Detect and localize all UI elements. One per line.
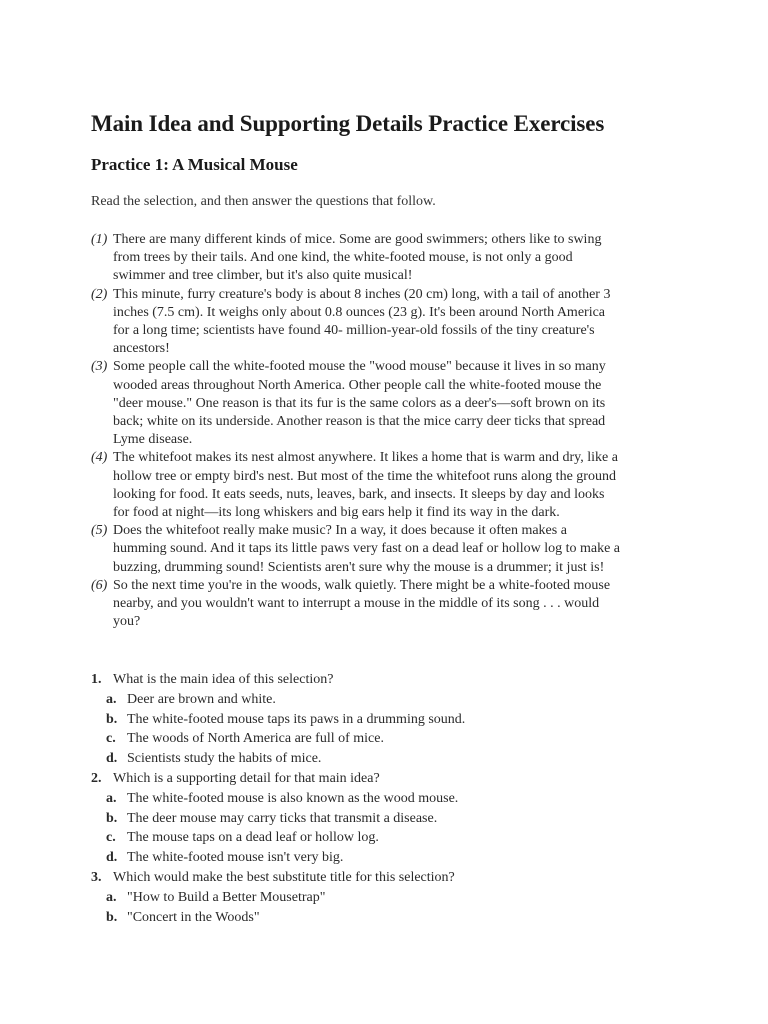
choice-text: The deer mouse may carry ticks that transmit a disease.	[127, 810, 438, 826]
answer-choice	[91, 828, 621, 848]
choice-text: "How to Build a Better Mousetrap"	[127, 889, 326, 905]
paragraph-text: There are many different kinds of mice. Some are good swimmers; others like to swing from trees by their tails. And one kind, the white-footed mouse, is not only a good swimmer and tree climber, but it's also quite musical!	[113, 232, 602, 284]
question-list	[91, 670, 621, 927]
choice-letter: c.	[106, 830, 116, 846]
choice-letter: a.	[106, 691, 117, 707]
choice-text: "Concert in the Woods"	[127, 909, 260, 925]
question-text: Which is a supporting detail for that main idea?	[113, 770, 380, 786]
choice-letter: d.	[106, 751, 118, 767]
choice-letter: b.	[106, 711, 118, 727]
question-number: 3.	[91, 869, 102, 885]
paragraph-number: (2)	[91, 286, 108, 302]
question-number: 2.	[91, 770, 102, 786]
question-row	[91, 670, 621, 690]
answer-choices	[91, 690, 621, 769]
paragraph-text: The whitefoot makes its nest almost anywhere. It likes a home that is warm and dry, like a hollow tree or empty bird's nest. But most of the time the whitefoot runs along the ground looking for food. It eats seeds, nuts, leaves, bark, and insects. It sleeps by day and looks for food at night—its long whiskers and big ears help it find its way in the dark.	[113, 450, 618, 521]
paragraph-number: (5)	[91, 523, 108, 539]
answer-choices	[91, 789, 621, 868]
paragraph-number: (4)	[91, 450, 108, 466]
answer-choice	[91, 809, 621, 829]
choice-text: Scientists study the habits of mice.	[127, 751, 322, 767]
answer-choice	[91, 749, 621, 769]
choice-text: The mouse taps on a dead leaf or hollow log.	[127, 830, 379, 846]
choice-letter: d.	[106, 850, 118, 866]
paragraph	[91, 449, 621, 522]
answer-choice	[91, 888, 621, 908]
choice-letter: b.	[106, 810, 118, 826]
question-item	[91, 769, 621, 868]
choice-letter: a.	[106, 790, 117, 806]
instructions-text: Read the selection, and then answer the questions that follow.	[91, 194, 436, 209]
question-row	[91, 769, 621, 789]
paragraph	[91, 577, 621, 632]
question-item	[91, 868, 621, 927]
choice-letter: b.	[106, 909, 118, 925]
paragraph	[91, 522, 621, 577]
paragraph-number: (6)	[91, 577, 108, 593]
choice-letter: c.	[106, 731, 116, 747]
paragraph-text: So the next time you're in the woods, walk quietly. There might be a white-footed mouse nearby, and you wouldn't want to interrupt a mouse in the middle of its song . . . would you?	[113, 577, 611, 630]
answer-choice	[91, 729, 621, 749]
paragraph-text: This minute, furry creature's body is about 8 inches (20 cm) long, with a tail of another 3 inches (7.5 cm). It weighs only about 0.8 ounces (23 g). It's been around North America for a long time; scientists have found 40- million-year-old fossils of the tiny creature's ancestors!	[113, 286, 611, 357]
answer-choice	[91, 848, 621, 868]
practice-subtitle: Practice 1: A Musical Mouse	[91, 155, 298, 174]
choice-letter: a.	[106, 889, 117, 905]
choice-text: The white-footed mouse is also known as the wood mouse.	[127, 790, 459, 806]
question-row	[91, 868, 621, 888]
choice-text: Deer are brown and white.	[127, 691, 276, 707]
question-number: 1.	[91, 672, 102, 687]
paragraph-number: (1)	[91, 232, 108, 247]
question-text: Which would make the best substitute title for this selection?	[113, 869, 455, 885]
answer-choices	[91, 888, 621, 928]
document-title: Main Idea and Supporting Details Practice Exercises	[91, 111, 605, 136]
paragraph	[91, 231, 621, 286]
selection-paragraphs	[91, 231, 621, 631]
paragraph-text: Some people call the white-footed mouse the "wood mouse" because it lives in so many wooded areas throughout North America. Other people call the white-footed mouse the "deer mouse." One reason is that its fur is the same colors as a deer's—soft brown on its back; white on its underside. Another reason is that the mice carry deer ticks that spread Lyme disease.	[113, 359, 606, 448]
question-item	[91, 670, 621, 769]
answer-choice	[91, 908, 621, 928]
answer-choice	[91, 710, 621, 730]
paragraph-number: (3)	[91, 359, 108, 375]
paragraph	[91, 286, 621, 359]
answer-choice	[91, 690, 621, 710]
choice-text: The woods of North America are full of mice.	[127, 731, 384, 747]
question-text: What is the main idea of this selection?	[113, 672, 334, 687]
paragraph	[91, 358, 621, 449]
paragraph-text: Does the whitefoot really make music? In a way, it does because it often makes a humming sound. And it taps its little paws very fast on a dead leaf or hollow log to make a buzzing, drumming sound! Scientists aren't sure why the mouse is a drummer; it just is!	[113, 523, 621, 575]
choice-text: The white-footed mouse taps its paws in a drumming sound.	[127, 711, 466, 727]
choice-text: The white-footed mouse isn't very big.	[127, 850, 344, 866]
answer-choice	[91, 789, 621, 809]
